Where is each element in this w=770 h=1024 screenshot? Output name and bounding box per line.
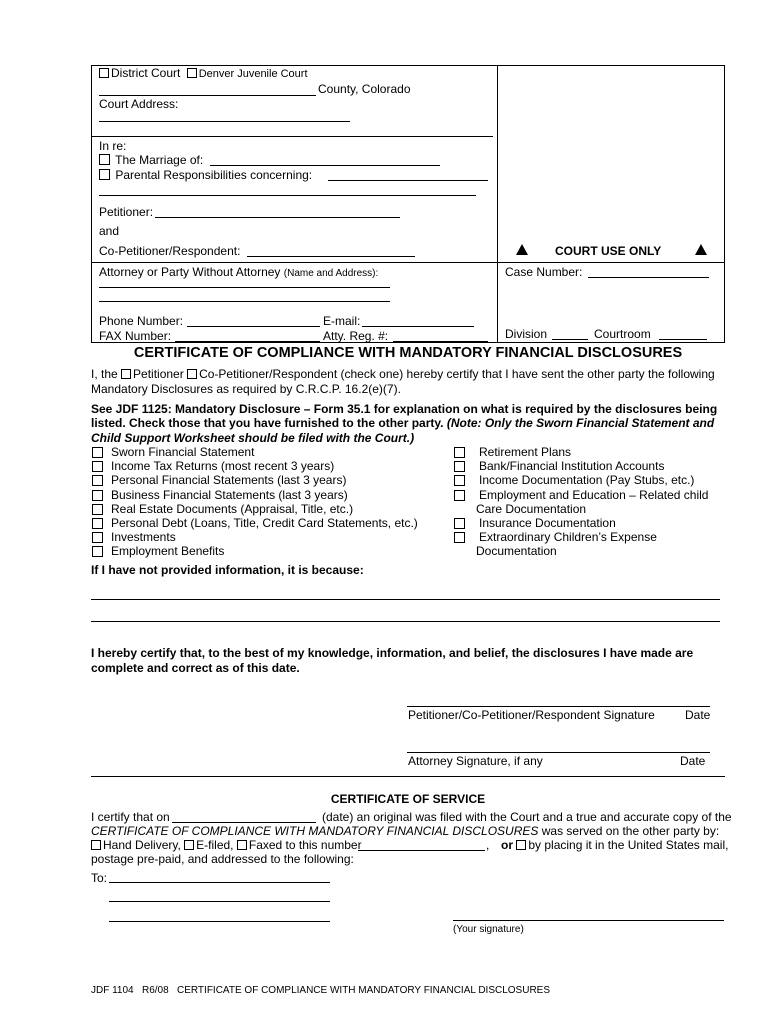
- disclosure-checkbox[interactable]: [92, 490, 103, 501]
- efiled-checkbox[interactable]: [184, 840, 194, 850]
- disclosure-checkbox[interactable]: [454, 475, 465, 486]
- disclosure-label: Personal Financial Statements (last 3 years): [111, 473, 347, 488]
- fax-field[interactable]: [175, 341, 320, 342]
- hand-delivery-label: Hand Delivery,: [103, 838, 181, 852]
- disclosure-label: Income Tax Returns (most recent 3 years): [111, 459, 335, 474]
- postage-label: postage pre-paid, and addressed to the following:: [91, 852, 354, 866]
- disclosure-checkbox[interactable]: [92, 447, 103, 458]
- or-label: or: [501, 838, 513, 852]
- service-was-served: was served on the other party by:: [538, 824, 720, 838]
- disclosure-label: Documentation: [476, 544, 557, 559]
- division-field[interactable]: [552, 339, 588, 340]
- disclosure-label: Retirement Plans: [479, 445, 572, 459]
- caption-divider-left-2: [91, 262, 725, 263]
- disclosure-checkbox[interactable]: [454, 518, 465, 529]
- county-label: County, Colorado: [318, 82, 411, 96]
- faxed-label: Faxed to this number: [248, 838, 362, 852]
- and-label: and: [99, 224, 120, 238]
- mail-checkbox[interactable]: [516, 840, 526, 850]
- your-signature-field[interactable]: [453, 920, 724, 921]
- marriage-checkbox[interactable]: [99, 154, 110, 165]
- service-date-field[interactable]: [172, 822, 316, 823]
- disclosure-checkbox[interactable]: [92, 475, 103, 486]
- section-divider: [91, 776, 725, 777]
- atty-reg-label: Atty. Reg. #:: [323, 329, 389, 343]
- date-label-2: Date: [680, 754, 706, 768]
- triangle-up-icon: [516, 244, 528, 255]
- court-use-only: COURT USE ONLY: [555, 244, 662, 258]
- disclosure-checkbox[interactable]: [454, 532, 465, 543]
- disclosure-checkbox[interactable]: [92, 461, 103, 472]
- petitioner-signature-field[interactable]: [407, 706, 710, 707]
- name-address-label: (Name and Address):: [283, 268, 379, 279]
- parental-label: Parental Responsibilities concerning:: [115, 168, 313, 182]
- footer-form-id: JDF 1104: [91, 985, 134, 996]
- certify-line1: I hereby certify that, to the best of my knowledge, information, and belief, the disclosures I have made are: [91, 646, 694, 660]
- disclosure-checkbox[interactable]: [92, 546, 103, 557]
- disclosure-label: Real Estate Documents (Appraisal, Title, etc.): [111, 501, 354, 516]
- hand-delivery-checkbox[interactable]: [91, 840, 101, 850]
- co-petitioner-checkbox[interactable]: [187, 369, 197, 379]
- footer-title: CERTIFICATE OF COMPLIANCE WITH MANDATORY FINANCIAL DISCLOSURES: [177, 985, 551, 996]
- disclosure-label: Personal Debt (Loans, Title, Credit Card Statements, etc.): [111, 516, 418, 530]
- disclosure-checkbox[interactable]: [92, 532, 103, 543]
- intro-i-the: I, the: [91, 367, 118, 381]
- intro-petitioner: Petitioner: [133, 367, 184, 381]
- address-line-1[interactable]: [109, 882, 330, 883]
- atty-reg-field[interactable]: [393, 341, 488, 342]
- disclosure-label: Sworn Financial Statement: [111, 445, 255, 459]
- petitioner-label: Petitioner:: [99, 205, 154, 219]
- division-label: Division: [505, 327, 548, 341]
- reason-line-1[interactable]: [91, 599, 720, 600]
- petitioner-field[interactable]: [155, 217, 400, 218]
- footer-revision: R6/08: [141, 985, 169, 996]
- email-field[interactable]: [362, 326, 474, 327]
- see-jdf-line1: See JDF 1125: Mandatory Disclosure – Form 35.1 for explanation on what is required by the disclosures being: [91, 402, 718, 416]
- disclosure-label: Insurance Documentation: [479, 516, 616, 530]
- court-address-field[interactable]: [99, 121, 350, 122]
- efiled-label: E-filed,: [196, 838, 234, 852]
- court-address-label: Court Address:: [99, 97, 179, 111]
- intro-co-petitioner: Co-Petitioner/Respondent (check one) hereby certify that I have sent the other party the following: [199, 367, 715, 381]
- attorney-signature-label: Attorney Signature, if any: [408, 754, 543, 768]
- district-court-label: District Court: [111, 66, 181, 80]
- certify-line2: complete and correct as of this date.: [91, 661, 300, 675]
- disclosure-label: Care Documentation: [476, 501, 587, 516]
- case-number-label: Case Number:: [505, 265, 583, 279]
- marriage-label: The Marriage of:: [115, 153, 204, 167]
- courtroom-label: Courtroom: [594, 327, 651, 341]
- attorney-signature-field[interactable]: [407, 752, 710, 753]
- in-re-label: In re:: [99, 139, 127, 153]
- marriage-field[interactable]: [210, 165, 440, 166]
- petitioner-checkbox[interactable]: [121, 369, 131, 379]
- denver-juvenile-checkbox[interactable]: [187, 68, 197, 78]
- district-court-checkbox[interactable]: [99, 68, 109, 78]
- reason-line-2[interactable]: [91, 621, 720, 622]
- triangle-up-icon: [695, 244, 707, 255]
- disclosure-checkbox[interactable]: [92, 518, 103, 529]
- see-jdf-line2a: listed. Check those that you have furnished to the other party.: [91, 416, 447, 430]
- fax-number-field[interactable]: [358, 850, 485, 851]
- service-title-italic: CERTIFICATE OF COMPLIANCE WITH MANDATORY FINANCIAL DISCLOSURES: [91, 824, 539, 838]
- parental-checkbox[interactable]: [99, 169, 110, 180]
- see-jdf-line3: Child Support Worksheet should be filed with the Court.): [91, 431, 415, 445]
- disclosure-label: Business Financial Statements (last 3 years): [111, 487, 348, 502]
- petitioner-signature-label: Petitioner/Co-Petitioner/Respondent Signature: [408, 708, 655, 722]
- disclosure-label: Income Documentation (Pay Stubs, etc.): [479, 473, 695, 488]
- intro-line2: Mandatory Disclosures as required by C.R.C.P. 16.2(e)(7).: [91, 382, 401, 396]
- disclosure-checkbox[interactable]: [92, 504, 103, 515]
- parental-field-2[interactable]: [99, 195, 476, 196]
- disclosure-checkbox[interactable]: [454, 490, 465, 501]
- disclosure-label: Employment Benefits: [111, 544, 225, 559]
- your-signature-label: (Your signature): [453, 924, 524, 935]
- to-label: To:: [91, 871, 108, 885]
- service-date-original: (date) an original was filed with the Court and a true and accurate copy of the: [322, 810, 732, 824]
- disclosure-checkbox[interactable]: [454, 461, 465, 472]
- phone-field[interactable]: [187, 326, 320, 327]
- fax-label: FAX Number:: [99, 329, 172, 343]
- case-number-field[interactable]: [588, 277, 709, 278]
- parental-field[interactable]: [328, 180, 488, 181]
- address-line-3[interactable]: [109, 921, 330, 922]
- courtroom-field[interactable]: [659, 339, 707, 340]
- email-label: E-mail:: [323, 314, 361, 328]
- disclosure-label: Investments: [111, 530, 176, 545]
- attorney-field-1[interactable]: [99, 287, 390, 288]
- disclosure-label: Employment and Education – Related child: [479, 487, 709, 502]
- disclosure-checkbox[interactable]: [454, 447, 465, 458]
- co-petitioner-label: Co-Petitioner/Respondent:: [99, 244, 241, 258]
- service-certify-on: I certify that on: [91, 810, 170, 824]
- service-heading: CERTIFICATE OF SERVICE: [330, 792, 486, 806]
- disclosure-label: Bank/Financial Institution Accounts: [479, 459, 665, 474]
- attorney-field-2[interactable]: [99, 301, 390, 302]
- mail-label: by placing it in the United States mail,: [528, 838, 729, 852]
- page-title: CERTIFICATE OF COMPLIANCE WITH MANDATORY FINANCIAL DISCLOSURES: [133, 345, 683, 361]
- not-provided-label: If I have not provided information, it is because:: [91, 563, 364, 577]
- date-label-1: Date: [685, 708, 711, 722]
- phone-label: Phone Number:: [99, 314, 184, 328]
- county-field[interactable]: [99, 95, 316, 96]
- faxed-checkbox[interactable]: [237, 840, 247, 850]
- address-line-2[interactable]: [109, 901, 330, 902]
- denver-juvenile-label: Denver Juvenile Court: [198, 68, 308, 80]
- caption-divider-vertical: [497, 65, 498, 343]
- caption-divider-left-1: [91, 136, 493, 137]
- disclosure-label: Extraordinary Children’s Expense: [479, 530, 657, 545]
- see-jdf-line2b: (Note: Only the Sworn Financial Statement and: [446, 416, 715, 430]
- co-petitioner-field[interactable]: [247, 256, 415, 257]
- attorney-label: Attorney or Party Without Attorney: [99, 265, 281, 279]
